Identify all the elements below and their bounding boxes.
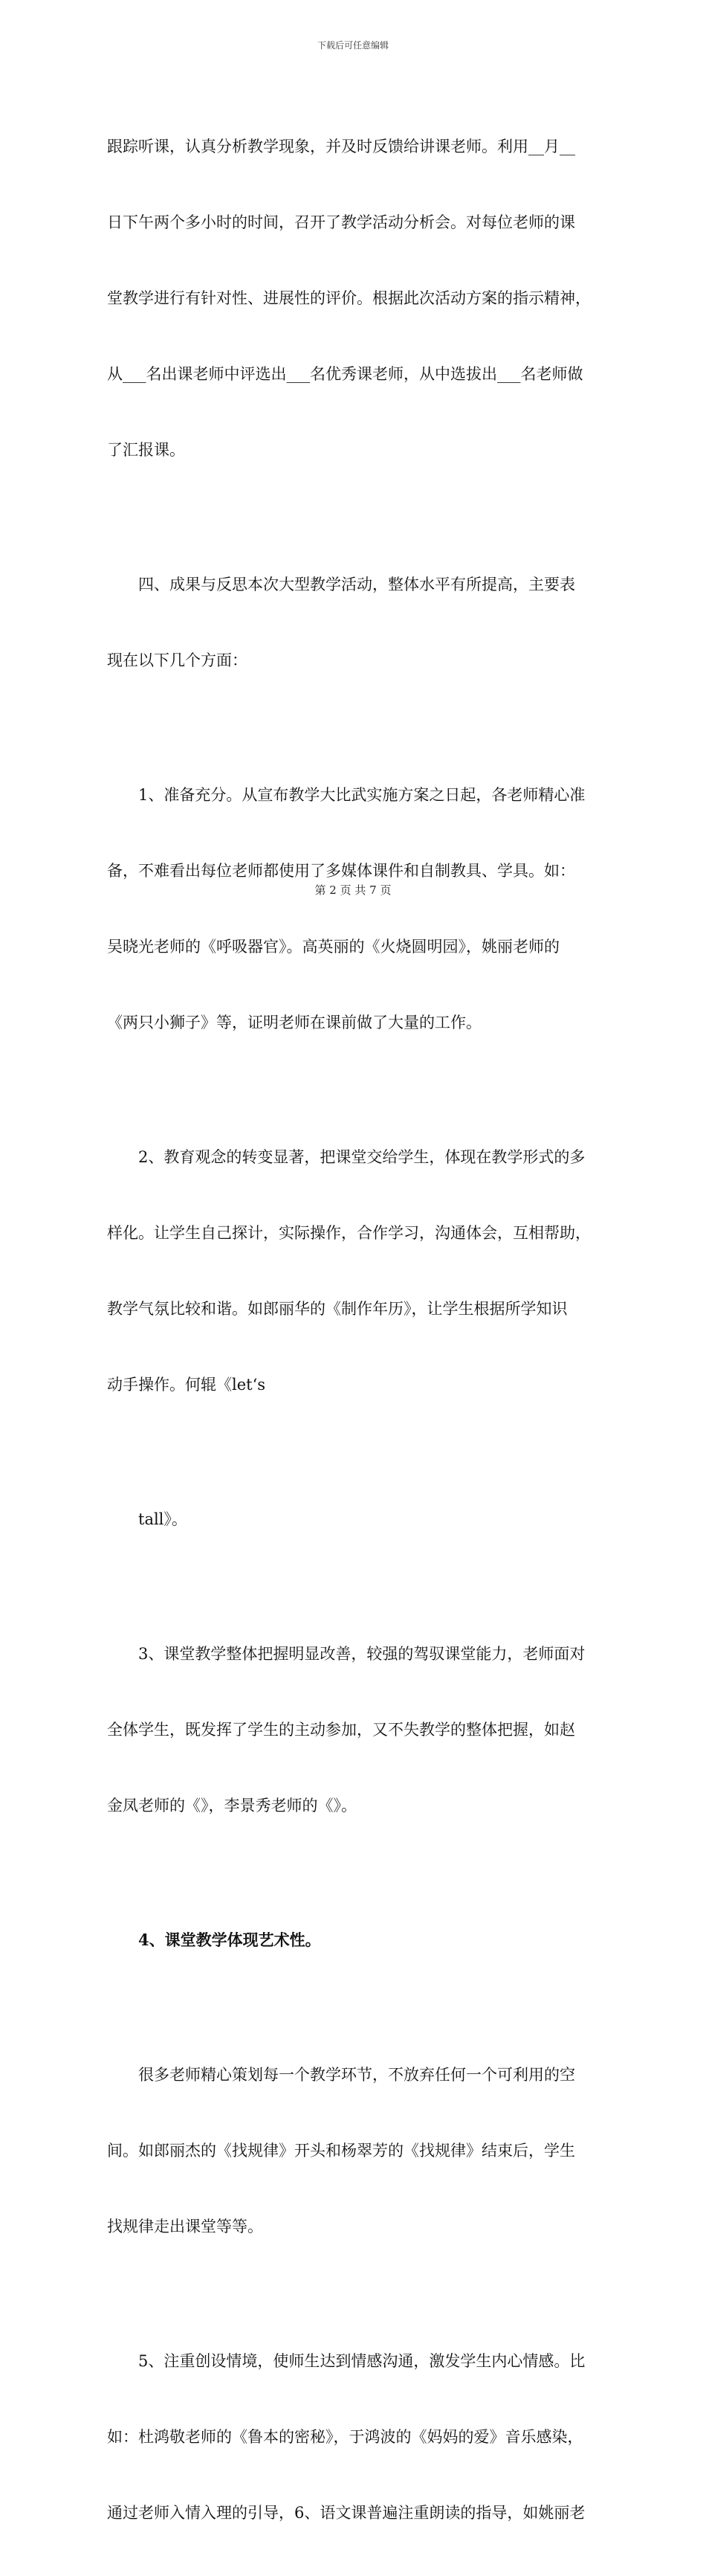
text-line: 样化。让学生自己探计，实际操作，合作学习，沟通体会，互相帮助， <box>107 1224 591 1242</box>
text-line: 找规律走出课堂等等。 <box>107 2218 263 2235</box>
paragraph-6 <box>107 1591 600 1869</box>
text-line: 备，不难看出每位老师都使用了多媒体课件和自制教具、学具。如： <box>107 862 575 880</box>
text-line: 3、课堂教学整体把握明显改善，较强的驾驭课堂能力，老师面对 <box>138 1645 586 1663</box>
text-line: 金凤老师的《》，李景秀老师的《》。 <box>107 1797 357 1815</box>
text-line: 吴晓光老师的《呼吸器官》。高英丽的《火烧圆明园》，姚丽老师的 <box>107 938 560 956</box>
text-line: 四、成果与反思本次大型教学活动，整体水平有所提高，主要表 <box>138 576 575 593</box>
paragraph-7 <box>107 1877 600 2003</box>
text-line: 通过老师入情入理的引导，6、语文课普遍注重朗读的指导，如姚丽老 <box>107 2504 586 2522</box>
paragraph-3 <box>107 732 600 1086</box>
paragraph-8 <box>107 2012 600 2290</box>
paragraph-9 <box>107 2298 600 2576</box>
text-line: 动手操作。何辊《let‘s <box>107 1376 266 1394</box>
text-line: 了汇报课。 <box>107 441 185 459</box>
text-line: 间。如郎丽杰的《找规律》开头和杨翠芳的《找规律》结束后，学生 <box>107 2142 575 2160</box>
text-line: 5、注重创设情境，使师生达到情感沟通，激发学生内心情感。比 <box>138 2352 586 2370</box>
paragraph-5 <box>107 1456 600 1582</box>
paragraph-4 <box>107 1094 600 1448</box>
text-line: 1、准备充分。从宣布教学大比武实施方案之日起，各老师精心准 <box>138 786 586 804</box>
page-footer: 第 2 页 共 7 页 <box>314 883 392 897</box>
text-line: 跟踪听课，认真分析教学现象，并及时反馈给讲课老师。利用__月__ <box>107 138 575 155</box>
text-line: 从___名出课老师中评选出___名优秀课老师，从中选拔出___名老师做 <box>107 365 583 383</box>
text-line: 堂教学进行有针对性、进展性的评价。根据此次活动方案的指示精神， <box>107 289 591 307</box>
text-line: 教学气氛比较和谐。如郎丽华的《制作年历》，让学生根据所学知识 <box>107 1300 568 1318</box>
text-line: 全体学生，既发挥了学生的主动参加，又不失教学的整体把握，如赵 <box>107 1721 575 1739</box>
text-line: 2、教育观念的转变显著，把课堂交给学生，体现在教学形式的多 <box>138 1148 586 1166</box>
text-line: 如：杜鸿敬老师的《鲁本的密秘》，于鸿波的《妈妈的爱》音乐感染， <box>107 2428 583 2446</box>
document-body <box>107 83 600 2576</box>
text-line: 很多老师精心策划每一个教学环节，不放弃任何一个可利用的空 <box>138 2066 575 2084</box>
section-heading: 4、课堂教学体现艺术性。 <box>138 1931 321 1949</box>
text-line: tall》。 <box>138 1510 187 1528</box>
page-header: 下载后可任意编辑 <box>317 40 389 51</box>
text-line: 现在以下几个方面： <box>107 651 247 669</box>
text-line: 《两只小狮子》等，证明老师在课前做了大量的工作。 <box>107 1014 482 1031</box>
paragraph-1 <box>107 83 600 513</box>
text-line: 日下午两个多小时的时间，召开了教学活动分析会。对每位老师的课 <box>107 213 575 231</box>
paragraph-2 <box>107 521 600 724</box>
